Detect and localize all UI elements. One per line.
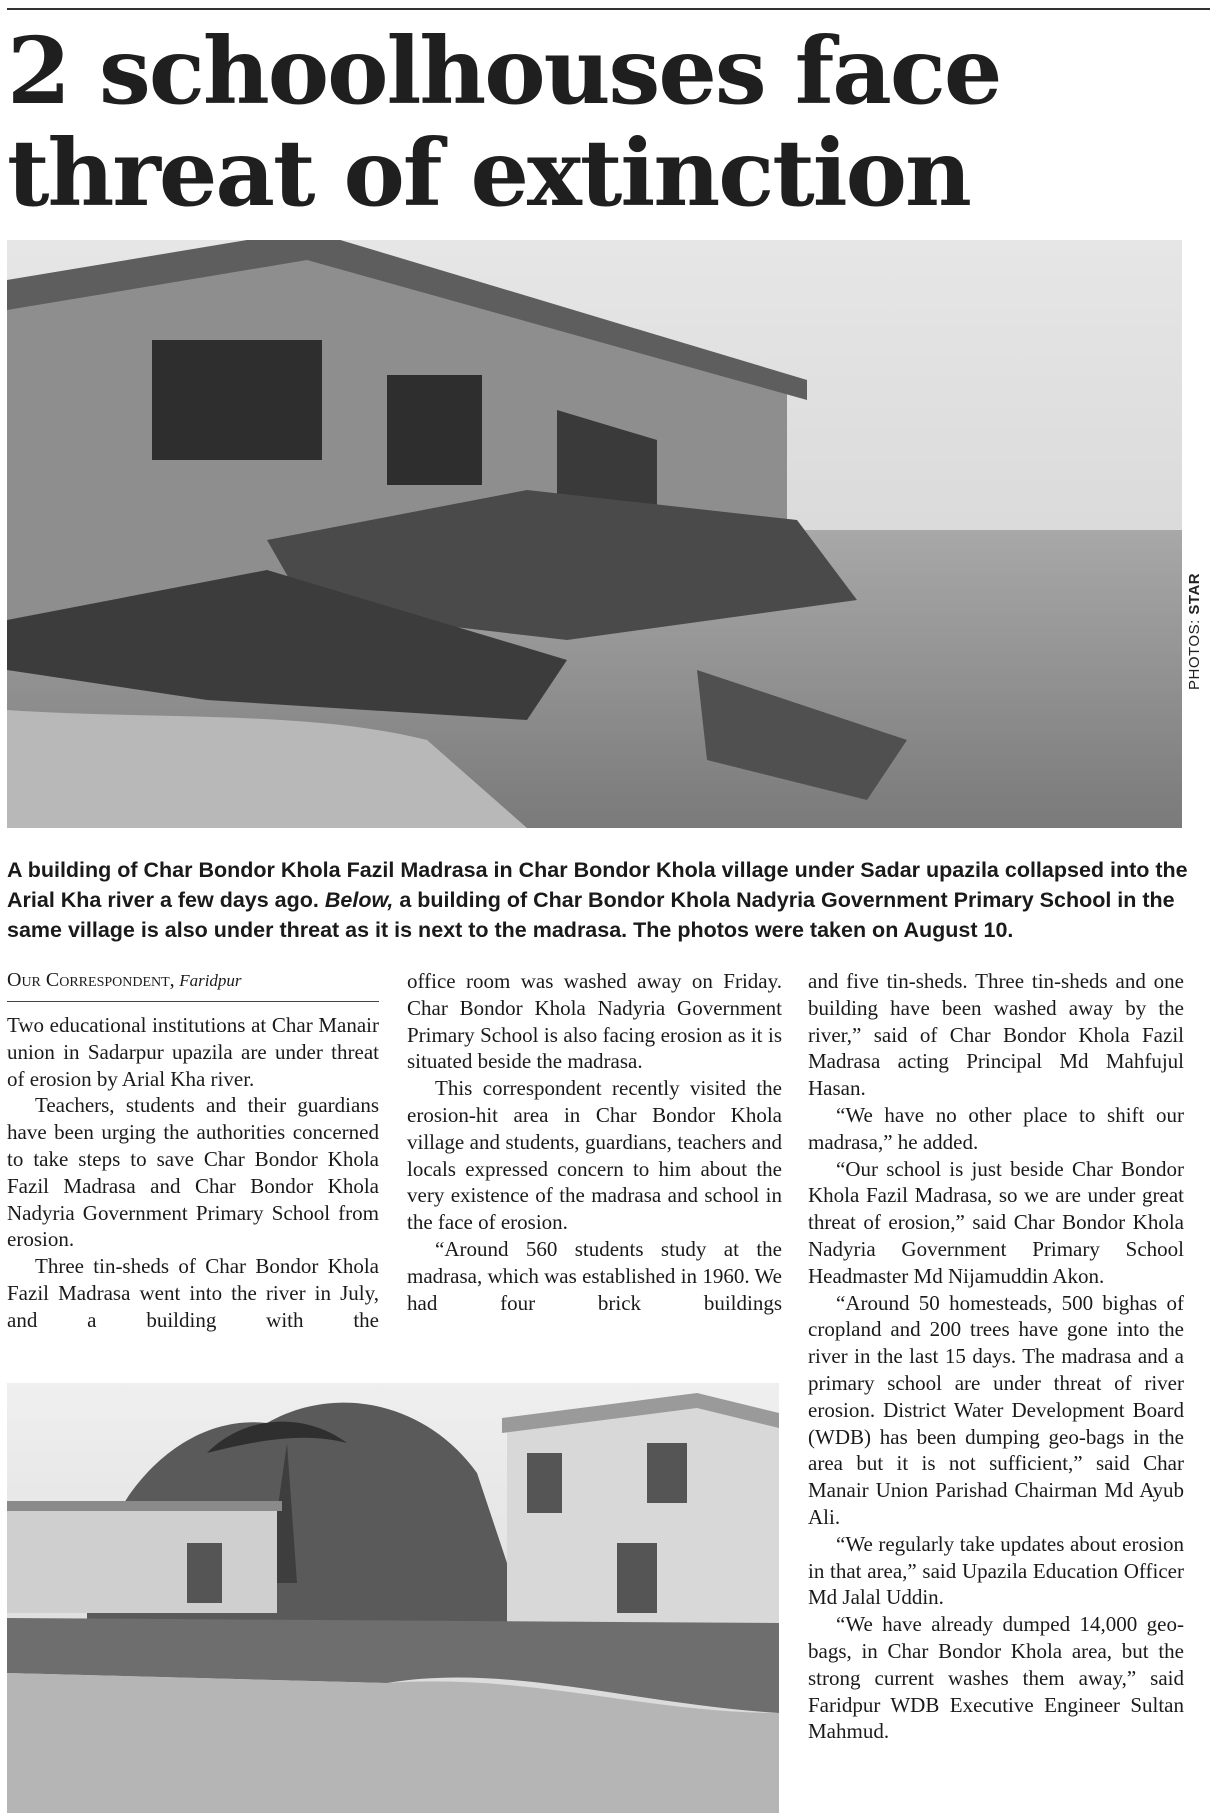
byline-place: Faridpur	[179, 971, 242, 990]
photo-credit-prefix: PHOTOS:	[1186, 614, 1203, 690]
byline-correspondent: Our Correspondent,	[7, 969, 175, 991]
photo-credit-source: STAR	[1186, 572, 1203, 615]
top-rule	[7, 8, 1210, 10]
article-column-3	[808, 968, 1184, 1745]
paragraph: “Our school is just beside Char Bondor Khola Fazil Madrasa, so we are under great threat of erosion,” said Char Bondor Khola Nadyria Government Primary School Headmaster Md Nijamuddin Akon.	[808, 1156, 1184, 1288]
paragraph: Three tin-sheds of Char Bondor Khola Fazil Madrasa went into the river in July, and a building with the	[7, 1254, 379, 1332]
paragraph: This correspondent recently visited the erosion-hit area in Char Bondor Khola village and students, guardians, teachers and locals expressed concern to him about the very existence of the madrasa and school in the face of erosion.	[407, 1076, 782, 1235]
paragraph: “Around 560 students study at the madrasa, which was established in 1960. We had four brick buildings	[407, 1236, 782, 1315]
article-column-2	[407, 968, 782, 1316]
caption-below: Below,	[324, 888, 394, 912]
photo-credit	[1186, 530, 1206, 690]
photo-caption	[7, 855, 1197, 945]
paragraph: “We have already dumped 14,000 geo-bags, in Char Bondor Khola area, but the strong current washes them away,” said Faridpur WDB Executive Engineer Sultan Mahmud.	[808, 1612, 1184, 1744]
paragraph: “Around 50 homesteads, 500 bighas of cropland and 200 trees have gone into the river in the last 15 days. The madrasa and a primary school are under threat of river erosion. District Water Development Board (WDB) has been dumping geo-bags in the area but it is not sufficient,” said Char Manair Union Parishad Chairman Md Ayub Ali.	[808, 1290, 1184, 1529]
photo-collapsed-madrasa	[7, 240, 1182, 828]
photo-primary-school	[7, 1383, 779, 1813]
paragraph: “We have no other place to shift our madrasa,” he added.	[808, 1102, 1184, 1154]
article-column-1	[7, 968, 379, 1334]
headline: 2 schoolhouses face threat of extinction	[7, 17, 1001, 227]
paragraph: Two educational institutions at Char Manair union in Sadarpur upazila are under threat of erosion by Arial Kha river.	[7, 1013, 379, 1091]
caption-part-1: A building of Char Bondor Khola Fazil Madrasa in Char Bondor Khola village under Sadar upazila collapsed into the Arial Kha river a few days ago.	[7, 858, 1188, 912]
caption-part-2: a building of Char Bondor Khola Nadyria Government Primary School in the same village is also under threat as it is next to the madrasa. The photos were taken on August 10.	[7, 888, 1175, 942]
paragraph: office room was washed away on Friday. Char Bondor Khola Nadyria Government Primary School is also facing erosion as it is situated beside the madrasa.	[407, 969, 782, 1074]
paragraph: “We regularly take updates about erosion in that area,” said Upazila Education Officer Md Jalal Uddin.	[808, 1531, 1184, 1610]
byline	[7, 968, 379, 1002]
paragraph: and five tin-sheds. Three tin-sheds and one building have been washed away by the river,” said of Char Bondor Khola Fazil Madrasa acting Principal Md Mahfujul Hasan.	[808, 969, 1184, 1101]
paragraph: Teachers, students and their guardians have been urging the authorities concerned to take steps to save Char Bondor Khola Fazil Madrasa and Char Bondor Khola Nadyria Government Primary School from erosion.	[7, 1093, 379, 1252]
